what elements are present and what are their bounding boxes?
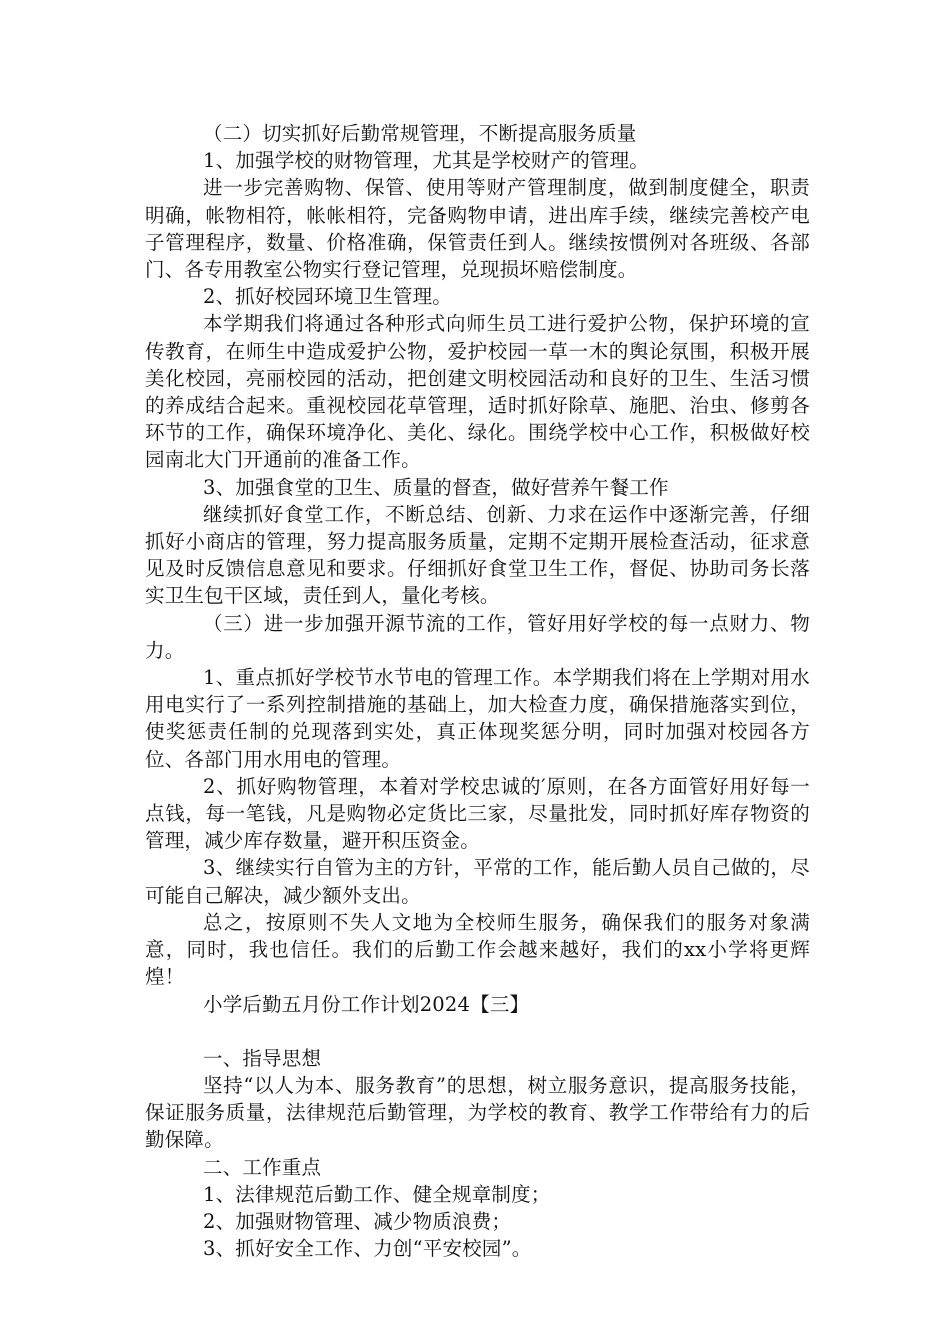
blank-line [145,1018,810,1045]
list-item: 1、法律规范后勤工作、健全规章制度； [203,1182,551,1206]
section-heading: 二、工作重点 [203,1155,322,1179]
document-title: 小学后勤五月份工作计划2024【三】 [203,992,530,1016]
body-paragraph: 继续抓好食堂工作，不断总结、创新、力求在运作中逐渐完善，仔细抓好小商店的管理，努力提高服务质量，定期不定期开展检查活动，征求意见及时反馈信息意见和要求。仔细抓好食堂卫生工作，督促、协助司务长落实卫生包干区域，责任到人，量化考核。 [145,502,810,608]
body-paragraph: 总之，按原则不失人文地为全校师生服务，确保我们的服务对象满意，同时，我也信任。我们的后勤工作会越来越好，我们的xx小学将更辉煌！ [145,910,810,989]
item-heading: 3、加强食堂的卫生、质量的督查，做好营养午餐工作 [203,475,669,499]
body-paragraph: 3、继续实行自管为主的方针，平常的工作，能后勤人员自己做的，尽可能自己解决，减少额外支出。 [145,856,810,907]
body-paragraph: 1、重点抓好学校节水节电的管理工作。本学期我们将在上学期对用水用电实行了一系列控制措施的基础上，加大检查力度，确保措施落实到位，使奖惩责任制的兑现落到实处，真正体现奖惩分明，同时加强对校园各方位、各部门用水用电的管理。 [145,666,810,771]
section-heading: （三）进一步加强开源节流的工作，管好用好学校的每一点财力、物力。 [145,611,810,662]
section-heading: 一、指导思想 [203,1046,322,1070]
body-paragraph: 2、抓好购物管理，本着对学校忠诚的′原则，在各方面管好用好每一点钱，每一笔钱，凡是购物必定货比三家，尽量批发，同时抓好库存物资的管理，减少库存数量，避开积压资金。 [145,774,810,853]
body-paragraph: 本学期我们将通过各种形式向师生员工进行爱护公物，保护环境的宣传教育，在师生中造成爱护公物，爱护校园一草一木的舆论氛围，积极开展美化校园，亮丽校园的活动，把创建文明校园活动和良好的卫生、生活习惯的养成结合起来。重视校园花草管理，适时抓好除草、施肥、治虫、修剪各环节的工作，确保环境净化、美化、绿化。围绕学校中心工作，积极做好校园南北大门开通前的准备工作。 [145,312,810,472]
body-paragraph: 坚持“以人为本、服务教育”的思想，树立服务意识，提高服务技能，保证服务质量，法律规范后勤管理，为学校的教育、教学工作带给有力的后勤保障。 [145,1073,810,1152]
item-heading: 1、加强学校的财物管理，尤其是学校财产的管理。 [203,149,650,173]
document-body [145,120,810,1262]
list-item: 3、抓好安全工作、力创“平安校园”。 [203,1237,532,1261]
list-item: 2、加强财物管理、减少物质浪费； [203,1209,512,1233]
body-paragraph: 进一步完善购物、保管、使用等财产管理制度，做到制度健全，职责明确，帐物相符，帐帐相符，完备购物申请，进出库手续，继续完善校产电子管理程序，数量、价格准确，保管责任到人。继续按惯例对各班级、各部门、各专用教室公物实行登记管理，兑现损坏赔偿制度。 [145,176,810,282]
item-heading: 2、抓好校园环境卫生管理。 [203,285,453,309]
section-heading: （二）切实抓好后勤常规管理，不断提高服务质量 [203,122,637,145]
